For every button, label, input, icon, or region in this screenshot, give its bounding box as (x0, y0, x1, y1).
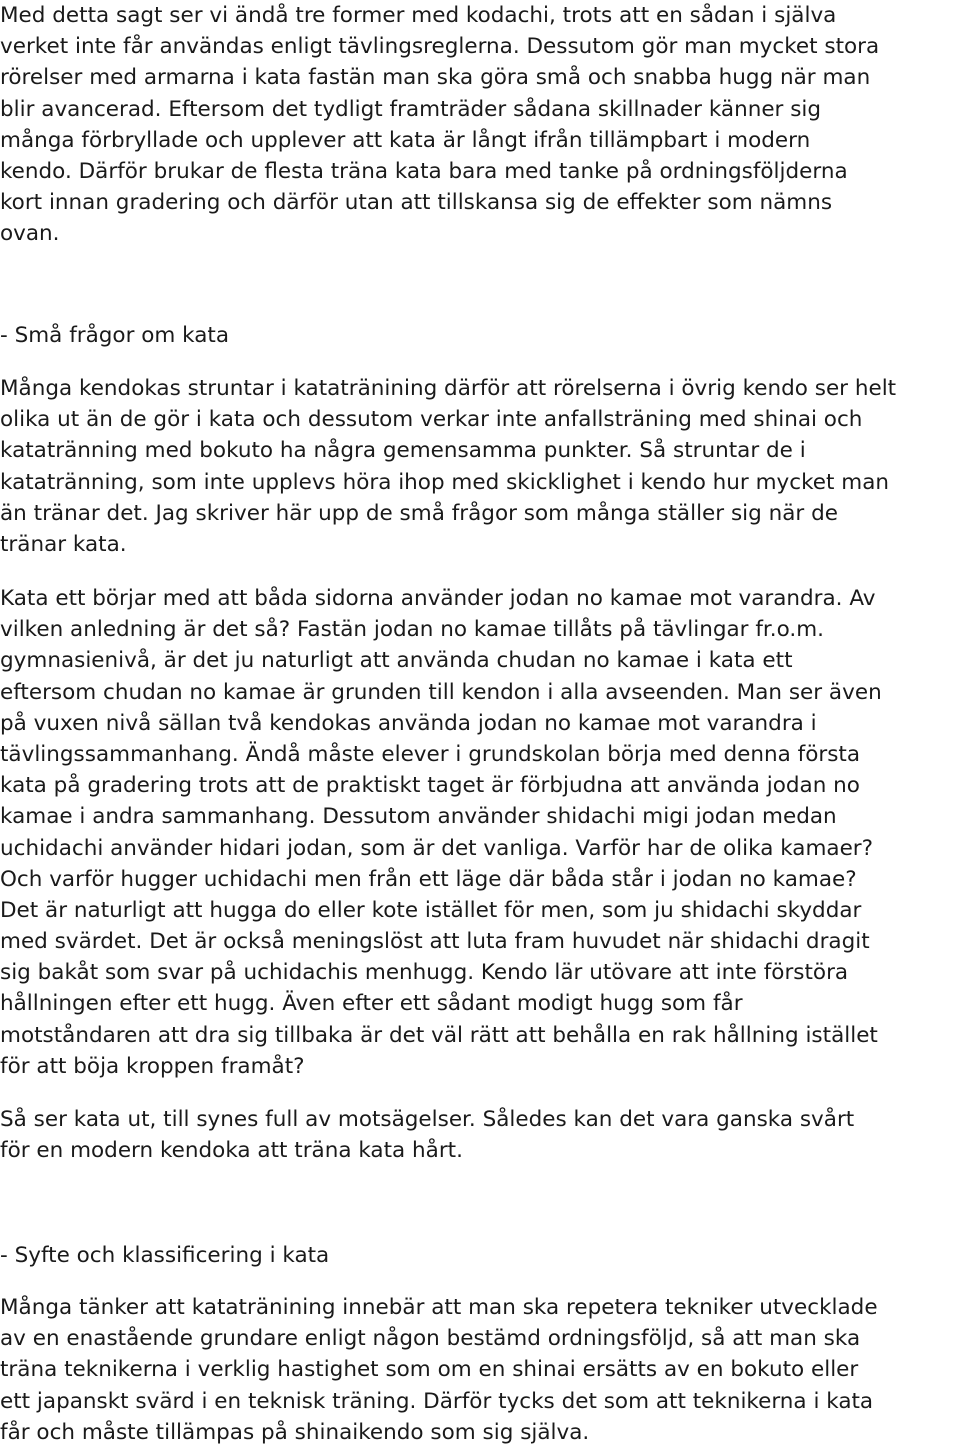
text-line: Så ser kata ut, till synes full av motsägelser. Således kan det vara ganska svårt (0, 1107, 855, 1132)
text-line: eftersom chudan no kamae är grunden till kendon i alla avseenden. Man ser även (0, 679, 882, 705)
text-line: katatränning med bokuto ha några gemensamma punkter. Så struntar de i (0, 438, 806, 464)
text-line: av en enastående grundare enligt någon bestämd ordningsföljd, så att man ska (0, 1326, 861, 1352)
text-line: hållningen efter ett hugg. Även efter ett sådant modigt hugg som får (0, 991, 743, 1017)
text-line: verket inte får användas enligt tävlingsreglerna. Dessutom gör man mycket stora (0, 34, 880, 60)
text-line: träna teknikerna i verklig hastighet som om en shinai ersätts av en bokuto eller (0, 1357, 859, 1383)
text-line: kamae i andra sammanhang. Dessutom använder shidachi migi jodan medan (0, 804, 837, 830)
text-line: kata på gradering trots att de praktiskt taget är förbjudna att använda jodan no (0, 773, 860, 799)
text-line: får och måste tillämpas på shinaikendo som sig själva. (0, 1419, 590, 1445)
text-line: Och varför hugger uchidachi men från ett läge där båda står i jodan no kamae? (0, 866, 857, 892)
paragraph-kata-ett (0, 583, 960, 1082)
text-line: blir avancerad. Eftersom det tydligt framträder sådana skillnader känner sig (0, 96, 822, 122)
text-line: Kata ett börjar med att båda sidorna använder jodan no kamae mot varandra. Av (0, 586, 876, 611)
text-line: vilken anledning är det så? Fastän jodan no kamae tillåts på tävlingar fr.o.m. (0, 617, 825, 643)
heading-line: - Syfte och klassificering i kata (0, 1243, 330, 1268)
text-line: ovan. (0, 221, 60, 247)
heading-line: - Små frågor om kata (0, 323, 230, 348)
text-line: kort innan gradering och därför utan att tillskansa sig de effekter som nämns (0, 190, 833, 216)
text-line: med svärdet. Det är också meningslöst att luta fram huvudet när shidachi dragit (0, 929, 870, 955)
section-heading-sma-fragor (0, 320, 960, 351)
text-line: olika ut än de gör i kata och dessutom verkar inte anfallsträning med shinai och (0, 407, 863, 433)
text-line: katatränning, som inte upplevs höra ihop med skicklighet i kendo hur mycket man (0, 469, 890, 495)
text-line: tävlingssammanhang. Ändå måste elever i grundskolan börja med denna första (0, 741, 861, 767)
text-line: Många kendokas struntar i katatränining därför att rörelserna i övrig kendo ser helt (0, 376, 897, 401)
text-line: sig bakåt som svar på uchidachis menhugg. Kendo lär utövare att inte förstöra (0, 960, 849, 986)
text-line: kendo. Därför brukar de flesta träna kata bara med tanke på ordningsföljderna (0, 158, 848, 184)
text-line: Det är naturligt att hugga do eller kote istället för men, som ju shidachi skyddar (0, 897, 862, 923)
text-line: tränar kata. (0, 531, 127, 557)
text-line: rörelser med armarna i kata fastän man ska göra små och snabba hugg när man (0, 65, 871, 91)
text-line: Många tänker att katatränining innebär att man ska repetera tekniker utvecklade (0, 1295, 878, 1320)
text-line: uchidachi använder hidari jodan, som är det vanliga. Varför har de olika kamaer? (0, 835, 874, 861)
paragraph-tanker-att (0, 1292, 960, 1448)
paragraph-kendokas-struntar (0, 373, 960, 560)
paragraph-kodachi (0, 0, 960, 250)
text-line: än tränar det. Jag skriver här upp de små frågor som många ställer sig när de (0, 500, 838, 526)
text-line: för att böja kroppen framåt? (0, 1053, 305, 1079)
section-heading-syfte (0, 1240, 960, 1271)
text-line: Med detta sagt ser vi ändå tre former med kodachi, trots att en sådan i själva (0, 3, 837, 28)
paragraph-motsagelser (0, 1104, 960, 1166)
text-line: ett japanskt svärd i en teknisk träning. Därför tycks det som att teknikerna i kata (0, 1388, 874, 1414)
text-line: många förbryllade och upplever att kata är långt ifrån tillämpbart i modern (0, 127, 811, 153)
text-line: gymnasienivå, är det ju naturligt att använda chudan no kamae i kata ett (0, 648, 793, 674)
text-line: motståndaren att dra sig tillbaka är det väl rätt att behålla en rak hållning istället (0, 1022, 878, 1048)
text-line: för en modern kendoka att träna kata hårt. (0, 1138, 463, 1164)
text-line: på vuxen nivå sällan två kendokas använda jodan no kamae mot varandra i (0, 710, 817, 736)
